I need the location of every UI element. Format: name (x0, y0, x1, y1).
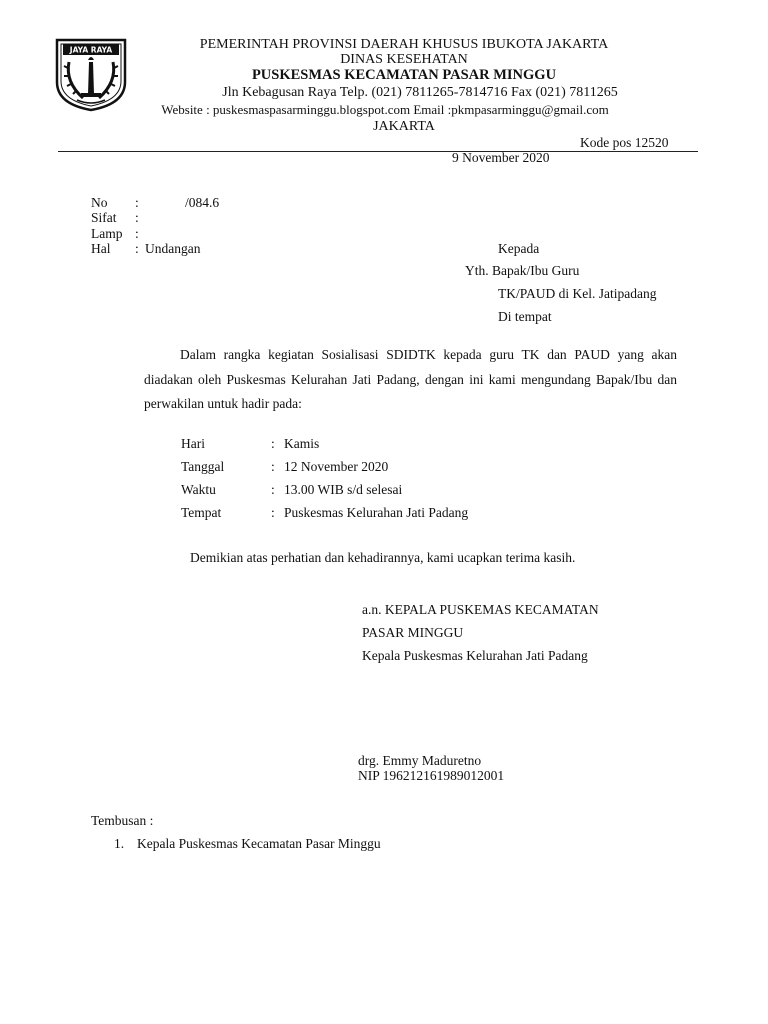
meta-no-colon: : (135, 195, 139, 210)
letterhead-city: JAKARTA (373, 119, 435, 134)
tembusan-label: Tembusan : (91, 813, 154, 828)
svg-text:JAYA RAYA: JAYA RAYA (69, 45, 113, 55)
letterhead-website: Website : puskesmaspasarminggu.blogspot.com Email :pkmpasarminggu@gmail.com (161, 102, 609, 117)
detail-colon-waktu: : (271, 482, 275, 497)
signature-title-2: PASAR MINGGU (362, 625, 464, 640)
detail-value-tanggal: 12 November 2020 (284, 459, 389, 474)
meta-sifat-label: Sifat (91, 210, 117, 225)
signature-title-3: Kepala Puskesmas Kelurahan Jati Padang (362, 648, 588, 663)
meta-no-value: /084.6 (185, 195, 220, 210)
body-paragraph (144, 343, 677, 417)
detail-value-hari: Kamis (284, 436, 320, 451)
detail-colon-tanggal: : (271, 459, 275, 474)
detail-label-hari: Hari (181, 436, 205, 451)
detail-value-tempat: Puskesmas Kelurahan Jati Padang (284, 505, 469, 520)
letterhead-postal-code: Kode pos 12520 (580, 135, 669, 150)
detail-colon-hari: : (271, 436, 275, 451)
detail-label-tanggal: Tanggal (181, 459, 225, 474)
meta-hal-value: Undangan (145, 241, 201, 256)
meta-lamp-label: Lamp (91, 226, 123, 241)
meta-lamp-colon: : (135, 226, 139, 241)
recipient-line-3: Di tempat (498, 309, 552, 324)
letter-date: 9 November 2020 (452, 150, 550, 165)
body-paragraph-text: Dalam rangka kegiatan Sosialisasi SDIDTK kepada guru TK dan PAUD yang akan diadakan oleh Puskesmas Kelurahan Jati Padang, dengan ini kami mengundang Bapak/Ibu dan perwakilan untuk hadir pada: (144, 347, 677, 411)
recipient-line-2: TK/PAUD di Kel. Jatipadang (498, 286, 657, 301)
recipient-line-1: Yth. Bapak/Ibu Guru (465, 263, 580, 278)
signatory-name: drg. Emmy Maduretno (358, 753, 482, 768)
meta-sifat-colon: : (135, 210, 139, 225)
detail-label-waktu: Waktu (181, 482, 216, 497)
jakarta-emblem-logo (55, 38, 127, 112)
meta-no-label: No (91, 195, 108, 210)
signature-title-1: a.n. KEPALA PUSKEMAS KECAMATAN (362, 602, 599, 617)
letterhead-institution: PUSKESMAS KECAMATAN PASAR MINGGU (251, 67, 557, 83)
letterhead-government: PEMERINTAH PROVINSI DAERAH KHUSUS IBUKOTA JAKARTA (199, 37, 609, 52)
closing-sentence: Demikian atas perhatian dan kehadirannya, kami ucapkan terima kasih. (190, 550, 576, 565)
tembusan-item-number: 1. (114, 836, 125, 851)
recipient-kepada: Kepada (498, 241, 540, 256)
signatory-nip: NIP 196212161989012001 (358, 768, 505, 783)
letterhead-divider (58, 151, 698, 152)
detail-label-tempat: Tempat (181, 505, 222, 520)
detail-value-waktu: 13.00 WIB s/d selesai (284, 482, 403, 497)
letterhead-address: Jln Kebagusan Raya Telp. (021) 7811265-7814716 Fax (021) 7811265 (222, 85, 618, 100)
letterhead-department: DINAS KESEHATAN (340, 52, 468, 67)
tembusan-item-text: Kepala Puskesmas Kecamatan Pasar Minggu (137, 836, 381, 851)
meta-hal-colon: : (135, 241, 139, 256)
meta-hal-label: Hal (91, 241, 111, 256)
detail-colon-tempat: : (271, 505, 275, 520)
